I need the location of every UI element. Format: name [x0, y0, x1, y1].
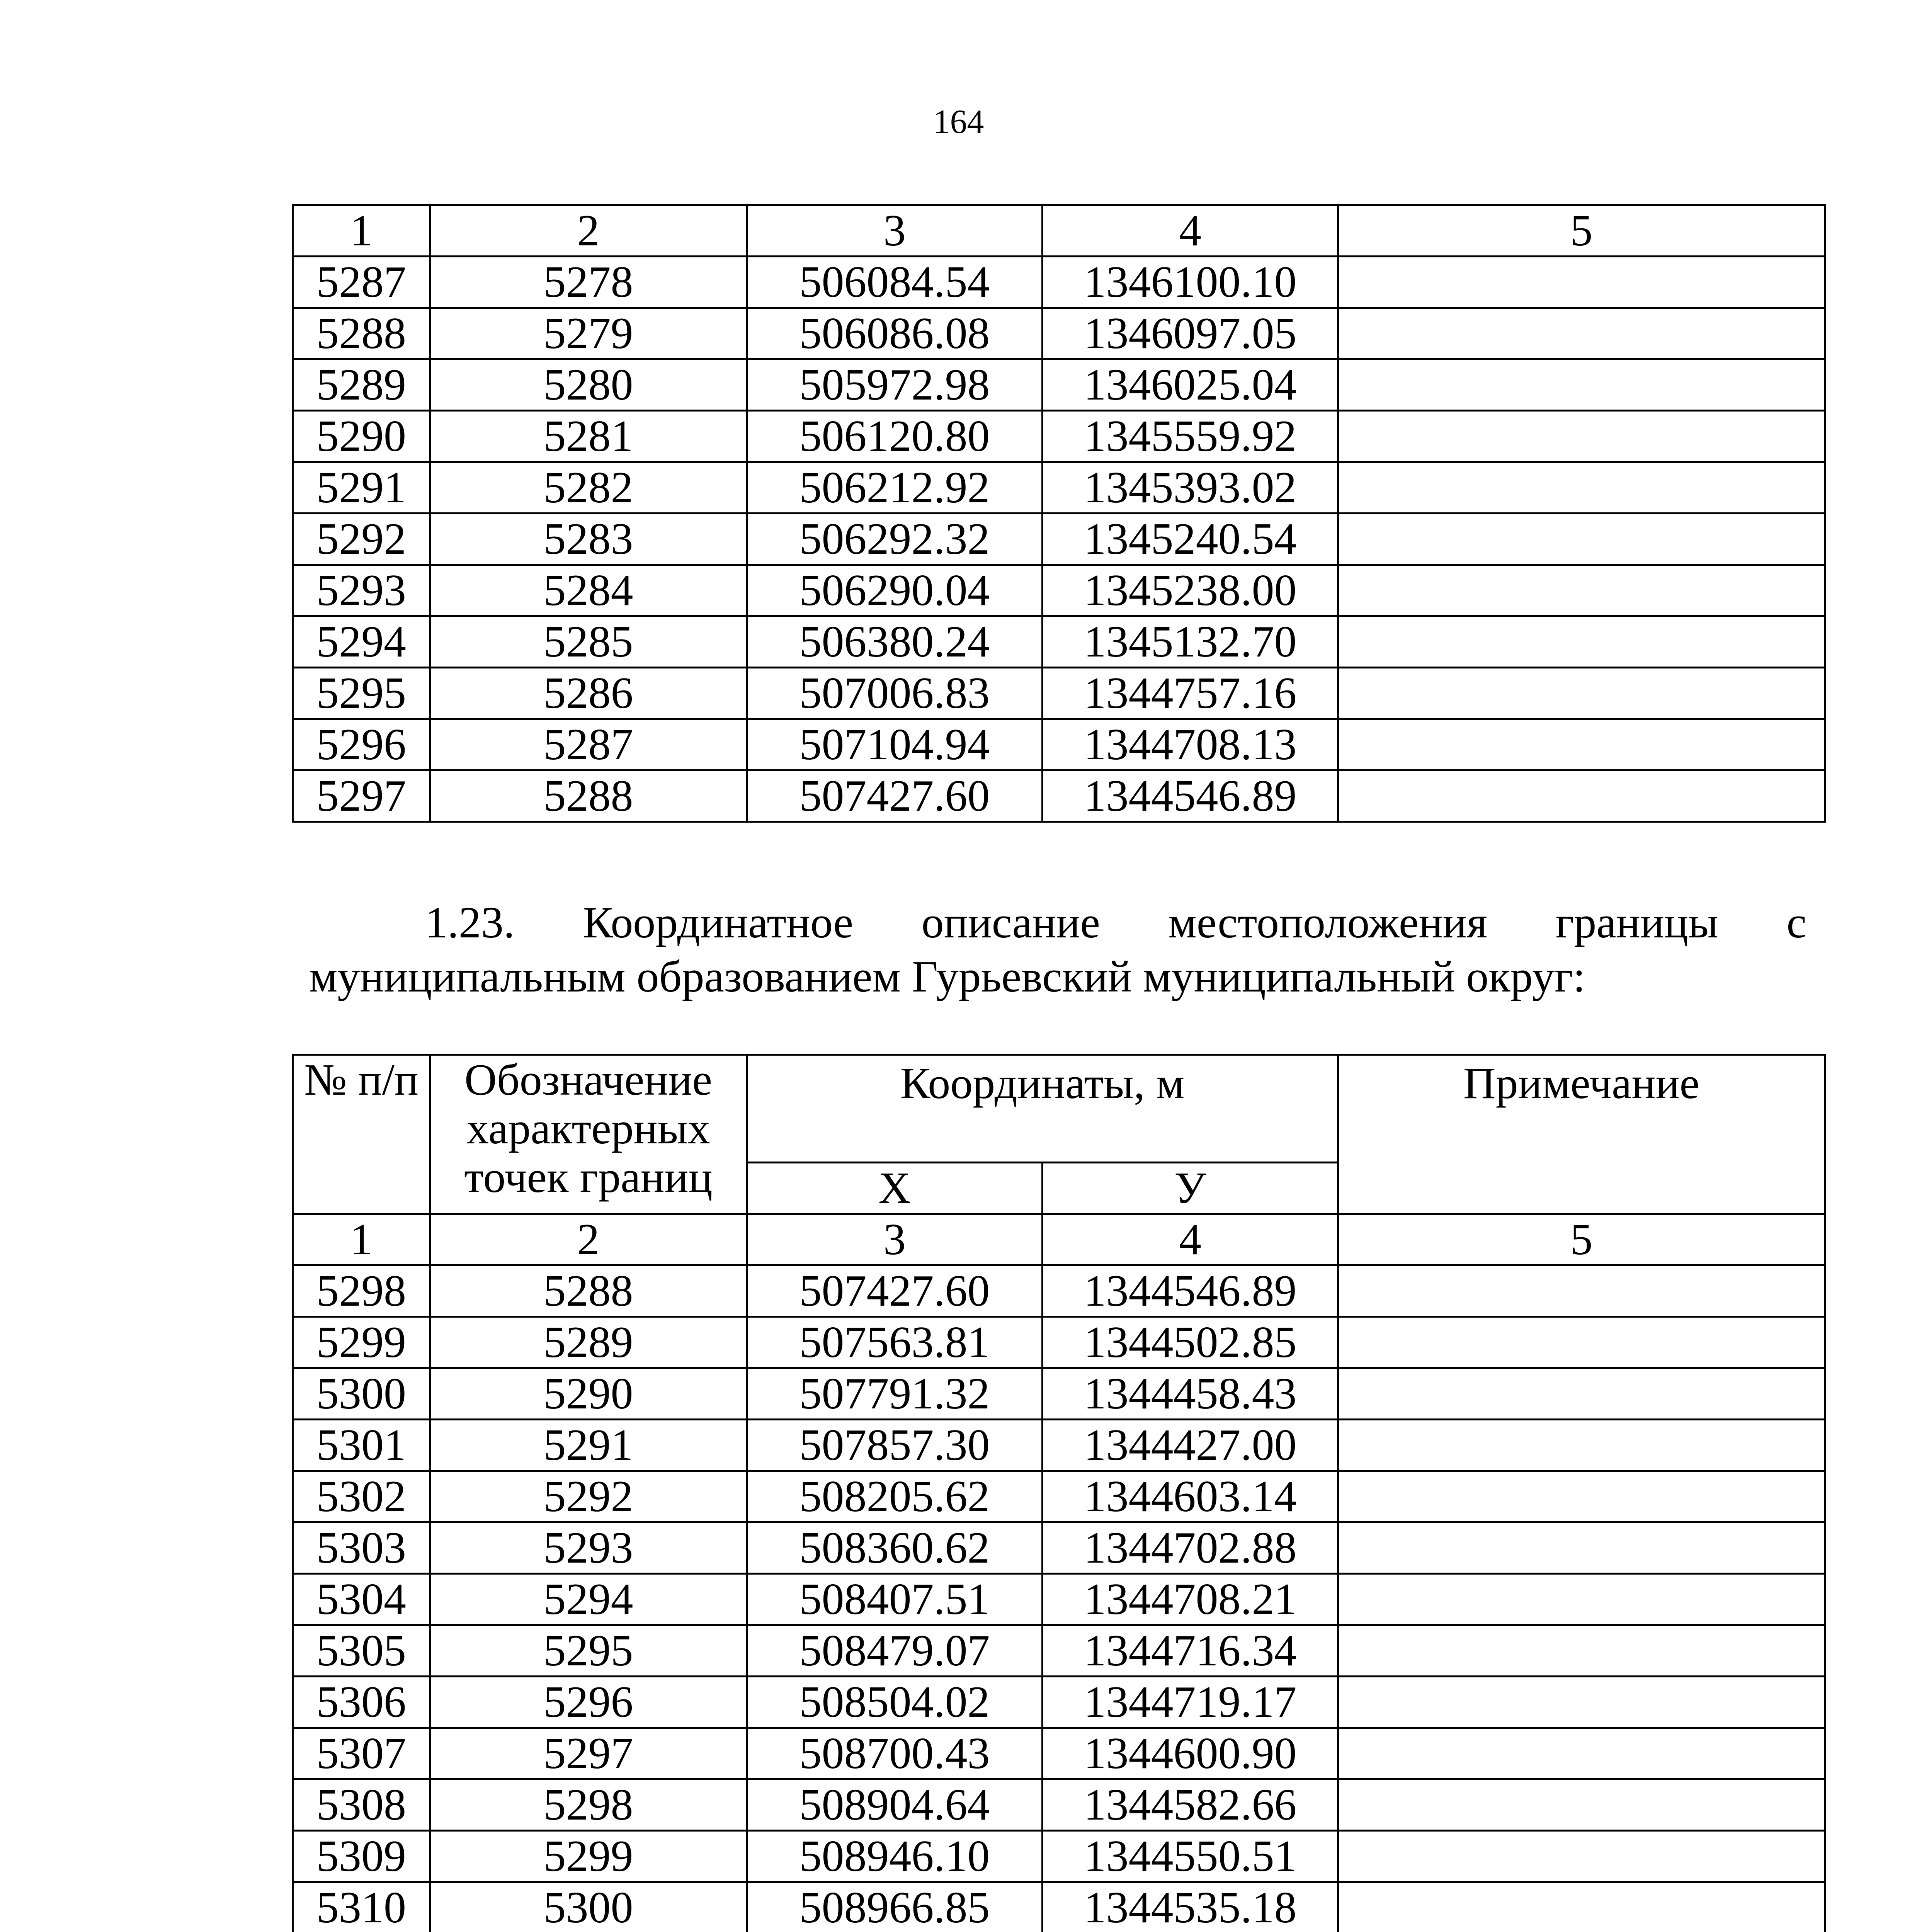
cell-x: 507006.83 [747, 668, 1043, 719]
section-heading-line2: муниципальным образованием Гурьевский муниципальный округ: [309, 952, 1585, 1002]
cell-note [1338, 1317, 1825, 1368]
cell-y: 1345240.54 [1043, 514, 1338, 565]
header-num: № п/п [293, 1055, 430, 1214]
cell-x: 508504.02 [747, 1677, 1043, 1728]
table-row [293, 668, 1825, 719]
table-row [293, 1779, 1825, 1831]
cell-point: 5290 [430, 1368, 747, 1420]
cell-x: 508479.07 [747, 1625, 1043, 1677]
cell-x: 506290.04 [747, 565, 1043, 616]
section-heading-word: границы [1555, 898, 1718, 947]
cell-number: 5296 [293, 719, 430, 770]
table-row [293, 1728, 1825, 1779]
cell-y: 1346025.04 [1043, 359, 1338, 411]
cell-number: 5291 [293, 462, 430, 514]
table-row [293, 1574, 1825, 1625]
table-row [293, 257, 1825, 308]
cell-point: 5286 [430, 668, 747, 719]
table-row [293, 1420, 1825, 1471]
header-note: Примечание [1338, 1055, 1825, 1214]
cell-y: 1344582.66 [1043, 1779, 1338, 1831]
cell-point: 5285 [430, 616, 747, 668]
cell-point: 5294 [430, 1574, 747, 1625]
cell-note [1338, 359, 1825, 411]
cell-y: 1345393.02 [1043, 462, 1338, 514]
cell-point: 5297 [430, 1728, 747, 1779]
cell-number: 5302 [293, 1471, 430, 1522]
cell-x: 508360.62 [747, 1522, 1043, 1574]
cell-number: 5309 [293, 1831, 430, 1882]
cell-number: 5306 [293, 1677, 430, 1728]
section-heading [309, 896, 1806, 1004]
column-number: 2 [430, 1214, 747, 1265]
cell-point: 5295 [430, 1625, 747, 1677]
cell-point: 5284 [430, 565, 747, 616]
cell-number: 5299 [293, 1317, 430, 1368]
cell-point: 5291 [430, 1420, 747, 1471]
cell-point: 5282 [430, 462, 747, 514]
column-number: 3 [747, 205, 1043, 257]
cell-x: 506086.08 [747, 308, 1043, 359]
cell-x: 507791.32 [747, 1368, 1043, 1420]
cell-number: 5298 [293, 1265, 430, 1317]
cell-point: 5288 [430, 1265, 747, 1317]
column-number: 5 [1338, 1214, 1825, 1265]
cell-y: 1346100.10 [1043, 257, 1338, 308]
coordinates-table-continued [292, 204, 1826, 823]
cell-note [1338, 1574, 1825, 1625]
cell-y: 1344600.90 [1043, 1728, 1338, 1779]
table-row [293, 719, 1825, 770]
cell-y: 1344502.85 [1043, 1317, 1338, 1368]
cell-note [1338, 616, 1825, 668]
column-number: 3 [747, 1214, 1043, 1265]
column-number: 2 [430, 205, 747, 257]
cell-y: 1344757.16 [1043, 668, 1338, 719]
cell-y: 1344546.89 [1043, 1265, 1338, 1317]
cell-point: 5300 [430, 1882, 747, 1932]
cell-y: 1345559.92 [1043, 411, 1338, 462]
cell-note [1338, 257, 1825, 308]
section-heading-word: местоположения [1168, 898, 1488, 947]
cell-x: 508700.43 [747, 1728, 1043, 1779]
table-row [293, 565, 1825, 616]
table-row [293, 1882, 1825, 1932]
cell-number: 5287 [293, 257, 430, 308]
cell-point: 5287 [430, 719, 747, 770]
cell-x: 506120.80 [747, 411, 1043, 462]
cell-number: 5304 [293, 1574, 430, 1625]
cell-y: 1344708.13 [1043, 719, 1338, 770]
cell-number: 5292 [293, 514, 430, 565]
section-heading-line1 [309, 896, 1806, 950]
header-coordinates: Координаты, м [747, 1055, 1338, 1163]
cell-note [1338, 1625, 1825, 1677]
cell-number: 5301 [293, 1420, 430, 1471]
cell-number: 5300 [293, 1368, 430, 1420]
cell-note [1338, 1779, 1825, 1831]
cell-x: 506292.32 [747, 514, 1043, 565]
cell-point: 5283 [430, 514, 747, 565]
cell-y: 1344708.21 [1043, 1574, 1338, 1625]
cell-x: 507563.81 [747, 1317, 1043, 1368]
column-number: 4 [1043, 1214, 1338, 1265]
cell-y: 1344458.43 [1043, 1368, 1338, 1420]
cell-point: 5281 [430, 411, 747, 462]
cell-y: 1344427.00 [1043, 1420, 1338, 1471]
table-row [293, 1317, 1825, 1368]
table-row [293, 514, 1825, 565]
section-heading-word: с [1786, 898, 1806, 947]
cell-y: 1344546.89 [1043, 770, 1338, 822]
section-number: 1.23. [425, 898, 515, 947]
cell-note [1338, 1882, 1825, 1932]
cell-x: 507427.60 [747, 770, 1043, 822]
cell-note [1338, 308, 1825, 359]
cell-point: 5288 [430, 770, 747, 822]
table-row [293, 1471, 1825, 1522]
cell-note [1338, 1522, 1825, 1574]
cell-point: 5280 [430, 359, 747, 411]
cell-y: 1344603.14 [1043, 1471, 1338, 1522]
cell-y: 1344702.88 [1043, 1522, 1338, 1574]
cell-note [1338, 411, 1825, 462]
table-row [293, 308, 1825, 359]
cell-note [1338, 668, 1825, 719]
header-row [293, 1055, 1825, 1163]
cell-number: 5297 [293, 770, 430, 822]
cell-number: 5307 [293, 1728, 430, 1779]
cell-x: 508407.51 [747, 1574, 1043, 1625]
table-row [293, 1522, 1825, 1574]
cell-number: 5290 [293, 411, 430, 462]
column-number: 1 [293, 1214, 430, 1265]
table-row [293, 462, 1825, 514]
cell-point: 5293 [430, 1522, 747, 1574]
cell-x: 506380.24 [747, 616, 1043, 668]
cell-note [1338, 1831, 1825, 1882]
cell-x: 507427.60 [747, 1265, 1043, 1317]
cell-y: 1344719.17 [1043, 1677, 1338, 1728]
cell-y: 1346097.05 [1043, 308, 1338, 359]
table-row [293, 1368, 1825, 1420]
cell-number: 5293 [293, 565, 430, 616]
cell-x: 506084.54 [747, 257, 1043, 308]
column-number: 4 [1043, 205, 1338, 257]
cell-note [1338, 1728, 1825, 1779]
cell-number: 5310 [293, 1882, 430, 1932]
cell-point: 5278 [430, 257, 747, 308]
section-heading-word: Координатное [583, 898, 854, 947]
table-row [293, 1265, 1825, 1317]
cell-x: 506212.92 [747, 462, 1043, 514]
cell-number: 5289 [293, 359, 430, 411]
cell-y: 1344716.34 [1043, 1625, 1338, 1677]
cell-x: 508946.10 [747, 1831, 1043, 1882]
cell-x: 508904.64 [747, 1779, 1043, 1831]
table-row [293, 616, 1825, 668]
cell-y: 1345132.70 [1043, 616, 1338, 668]
cell-x: 505972.98 [747, 359, 1043, 411]
table-row [293, 1677, 1825, 1728]
header-y: У [1043, 1163, 1338, 1214]
cell-x: 507104.94 [747, 719, 1043, 770]
cell-number: 5294 [293, 616, 430, 668]
table-row [293, 1831, 1825, 1882]
cell-note [1338, 1677, 1825, 1728]
cell-point: 5299 [430, 1831, 747, 1882]
cell-x: 508966.85 [747, 1882, 1043, 1932]
cell-note [1338, 1420, 1825, 1471]
cell-x: 507857.30 [747, 1420, 1043, 1471]
cell-y: 1344535.18 [1043, 1882, 1338, 1932]
cell-number: 5308 [293, 1779, 430, 1831]
cell-note [1338, 1265, 1825, 1317]
cell-point: 5279 [430, 308, 747, 359]
table-row [293, 411, 1825, 462]
coordinates-table [292, 1054, 1826, 1932]
cell-x: 508205.62 [747, 1471, 1043, 1522]
cell-number: 5288 [293, 308, 430, 359]
cell-number: 5303 [293, 1522, 430, 1574]
table-row [293, 359, 1825, 411]
cell-number: 5305 [293, 1625, 430, 1677]
cell-point: 5292 [430, 1471, 747, 1522]
column-number: 5 [1338, 205, 1825, 257]
column-number: 1 [293, 205, 430, 257]
column-number-row [293, 205, 1825, 257]
section-heading-word: описание [921, 898, 1100, 947]
cell-note [1338, 1471, 1825, 1522]
table-row [293, 770, 1825, 822]
cell-note [1338, 462, 1825, 514]
cell-note [1338, 770, 1825, 822]
cell-number: 5295 [293, 668, 430, 719]
column-number-row [293, 1214, 1825, 1265]
cell-point: 5289 [430, 1317, 747, 1368]
cell-point: 5296 [430, 1677, 747, 1728]
table-row [293, 1625, 1825, 1677]
page-number: 164 [933, 103, 984, 141]
header-designation: Обозначение характерных точек границ [430, 1055, 747, 1214]
cell-note [1338, 565, 1825, 616]
cell-point: 5298 [430, 1779, 747, 1831]
header-x: Х [747, 1163, 1043, 1214]
cell-note [1338, 1368, 1825, 1420]
cell-y: 1344550.51 [1043, 1831, 1338, 1882]
cell-y: 1345238.00 [1043, 565, 1338, 616]
cell-note [1338, 514, 1825, 565]
cell-note [1338, 719, 1825, 770]
